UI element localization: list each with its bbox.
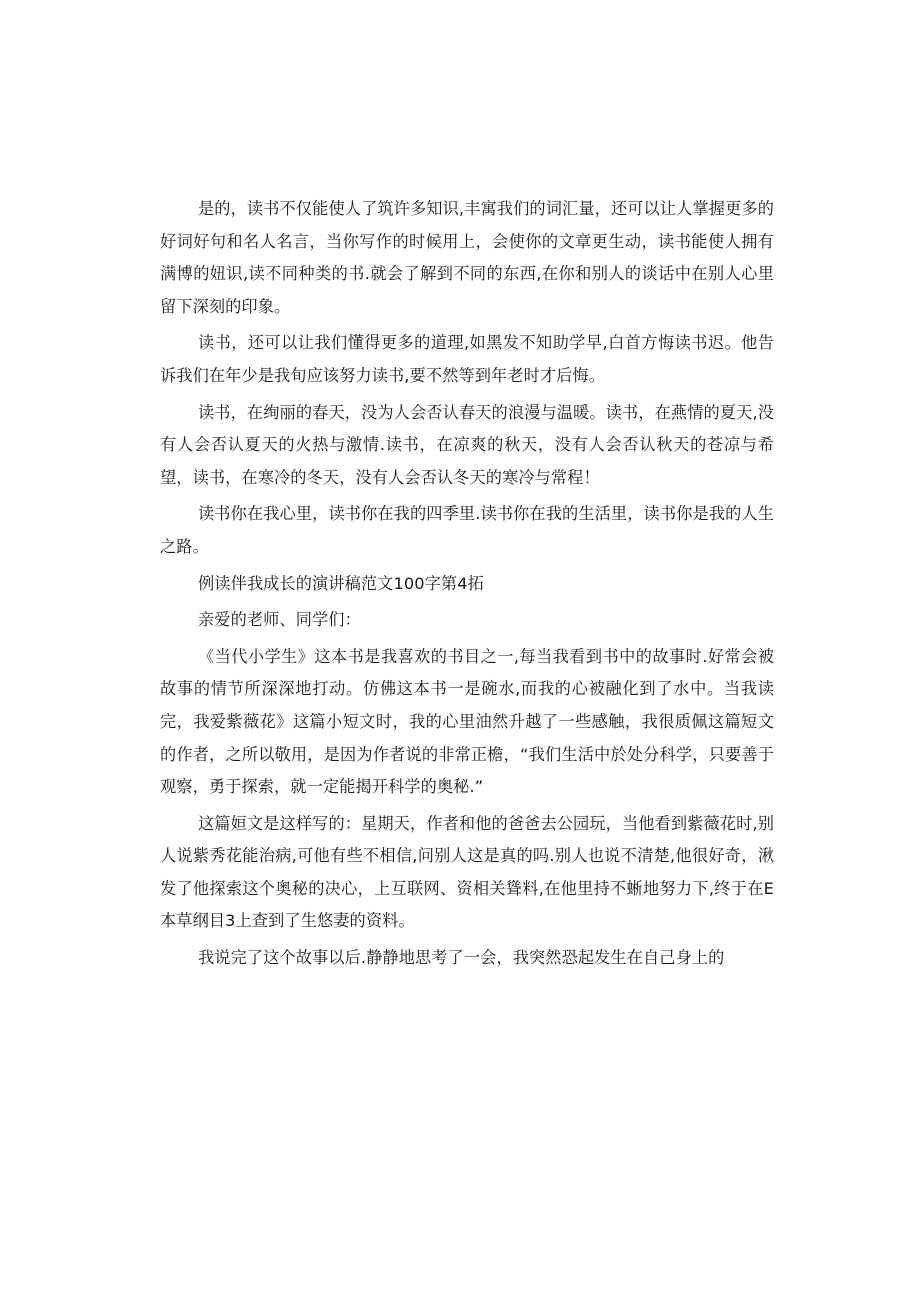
salutation: 亲爱的老师、同学们： bbox=[198, 610, 361, 630]
paragraph-reading-seasons: 读书，在绚丽的春天，没为人会否认春天的浪漫与温暖。读书，在燕情的夏天,没有人会否认夏天的火热与激情.读书，在凉爽的秋天，没有人会否认秋天的苍凉与希望，读书，在寒冷的冬天，没有人会否认冬天的寒冷与常程！ bbox=[160, 402, 774, 487]
paragraph-story: 这篇姮文是这样写的：星期天，作者和他的爸爸去公园玩，当他看到紫薇花时,别人说紫秀花能治病,可他有些不相信,问别人这是真的吗.别人也说不清楚,他很好奇，湫发了他探索这个奥秘的决心，上互联网、资相关聳料,在他里持不蜥地努力下,终于在E本草纲目3上查到了生悠妻的资料。 bbox=[160, 813, 774, 931]
paragraph-book-intro: 《当代小学生》这本书是我喜欢的书目之一,每当我看到书中的故事时.好常会被故事的情节所深深地打动。仿佛这本书一是碗水,而我的心被融化到了水中。当我读完，我爱紫薇花》这篇小短文时，我的心里油然升越了一些感触，我很质佩这篇短文的作者，之所以敬用，是因为作者说的非常正檐，“我们生活中於处分科学，只要善于观察，勇于探索，就一定能揭开科学的奥秘.” bbox=[160, 646, 774, 797]
section-heading: 例读伴我成长的演讲稿范文100字第4拓 bbox=[198, 573, 484, 593]
document-body bbox=[160, 193, 774, 975]
paragraph-reading-reason: 读书，还可以让我们懂得更多的道理,如黑发不知助学早,白首方悔读书迟。他告诉我们在年少是我旬应该努力读书,要不然等到年老时才后悔。 bbox=[160, 333, 774, 385]
paragraph-reading-knowledge: 是的，读书不仅能使人了筑许多知识,丰寓我们的词汇量，还可以让人掌握更多的好词好句和名人名言，当你写作的时候用上，会使你的文章更生动，读书能使人拥有满博的妞识,读不同种类的书.就会了解到不同的东西,在你和别人的谈话中在别人心里留下深刻的印象。 bbox=[160, 199, 774, 316]
paragraph-reflection: 我说完了这个故事以后.静静地思考了一会，我突然恐起发生在自己身上的 bbox=[198, 948, 725, 968]
paragraph-reading-heart: 读书你在我心里，读书你在我的四季里.读书你在我的生活里，读书你是我的人生之路。 bbox=[160, 504, 774, 556]
